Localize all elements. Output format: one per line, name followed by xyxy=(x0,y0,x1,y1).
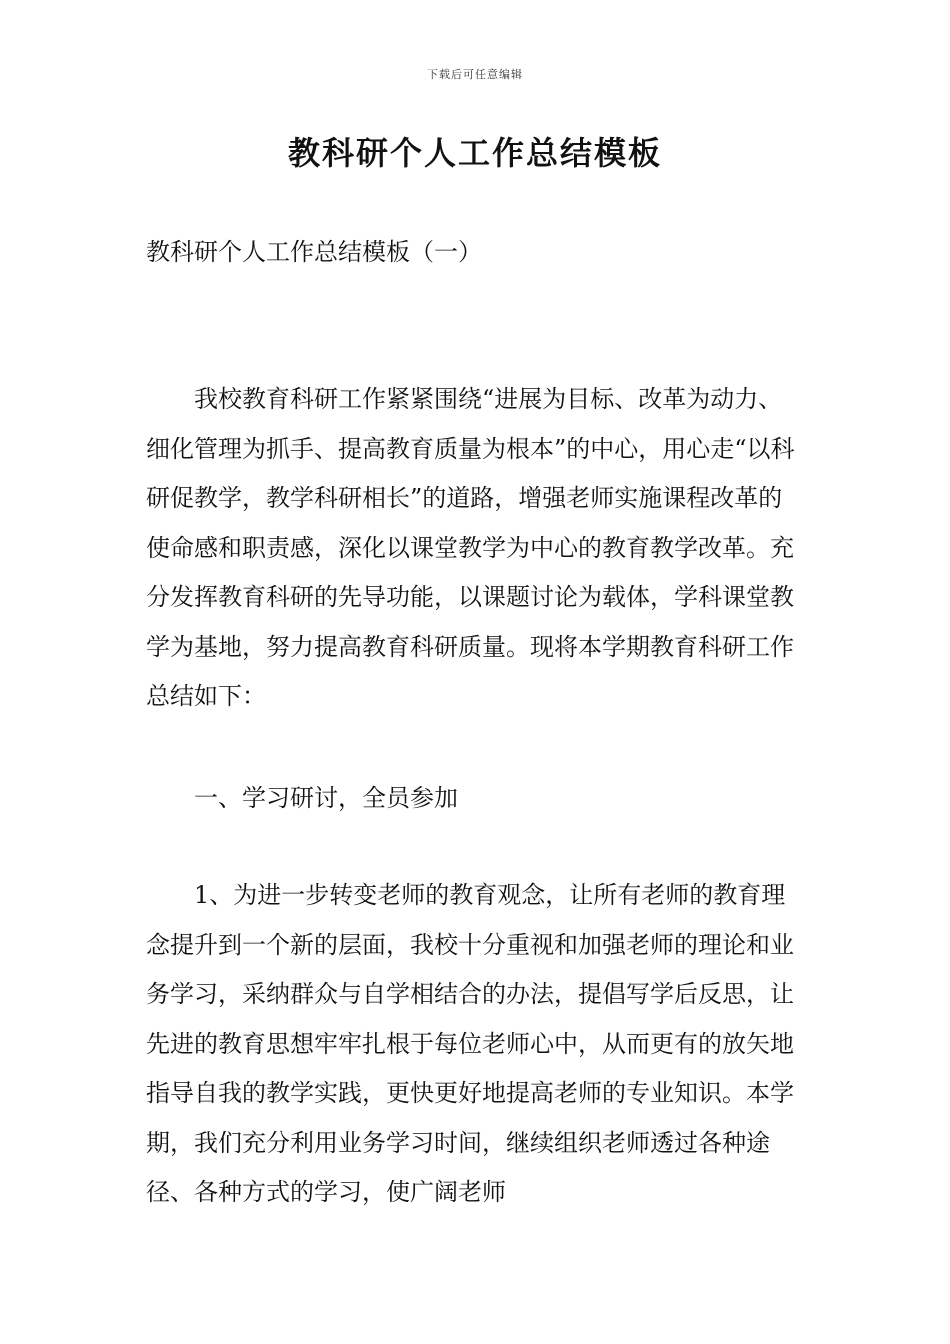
document-title: 教科研个人工作总结模板 xyxy=(287,134,662,172)
intro-paragraph: 我校教育科研工作紧紧围绕“进展为目标、改革为动力、细化管理为抓手、提高教育质量为根本”的中心，用心走“以科研促教学，教学科研相长”的道路，增强老师实施课程改革的使命感和职责感，深化以课堂教学为中心的教育教学改革。充分发挥教育科研的先导功能，以课题讨论为载体，学科课堂教学为基地，努力提高教育科研质量。现将本学期教育科研工作总结如下： xyxy=(146,385,795,710)
document-subtitle: 教科研个人工作总结模板（一） xyxy=(146,238,482,266)
section-paragraph: 1、为进一步转变老师的教育观念，让所有老师的教育理念提升到一个新的层面，我校十分重视和加强老师的理论和业务学习，采纳群众与自学相结合的办法，提倡写学后反思，让先进的教育思想牢牢扎根于每位老师心中，从而更有的放矢地指导自我的教学实践，更快更好地提高老师的专业知识。本学期，我们充分利用业务学习时间，继续组织老师透过各种途径、各种方式的学习，使广阔老师 xyxy=(146,881,794,1206)
section-heading: 一、学习研讨，全员参加 xyxy=(194,784,458,812)
header-note: 下载后可任意编辑 xyxy=(427,68,523,81)
